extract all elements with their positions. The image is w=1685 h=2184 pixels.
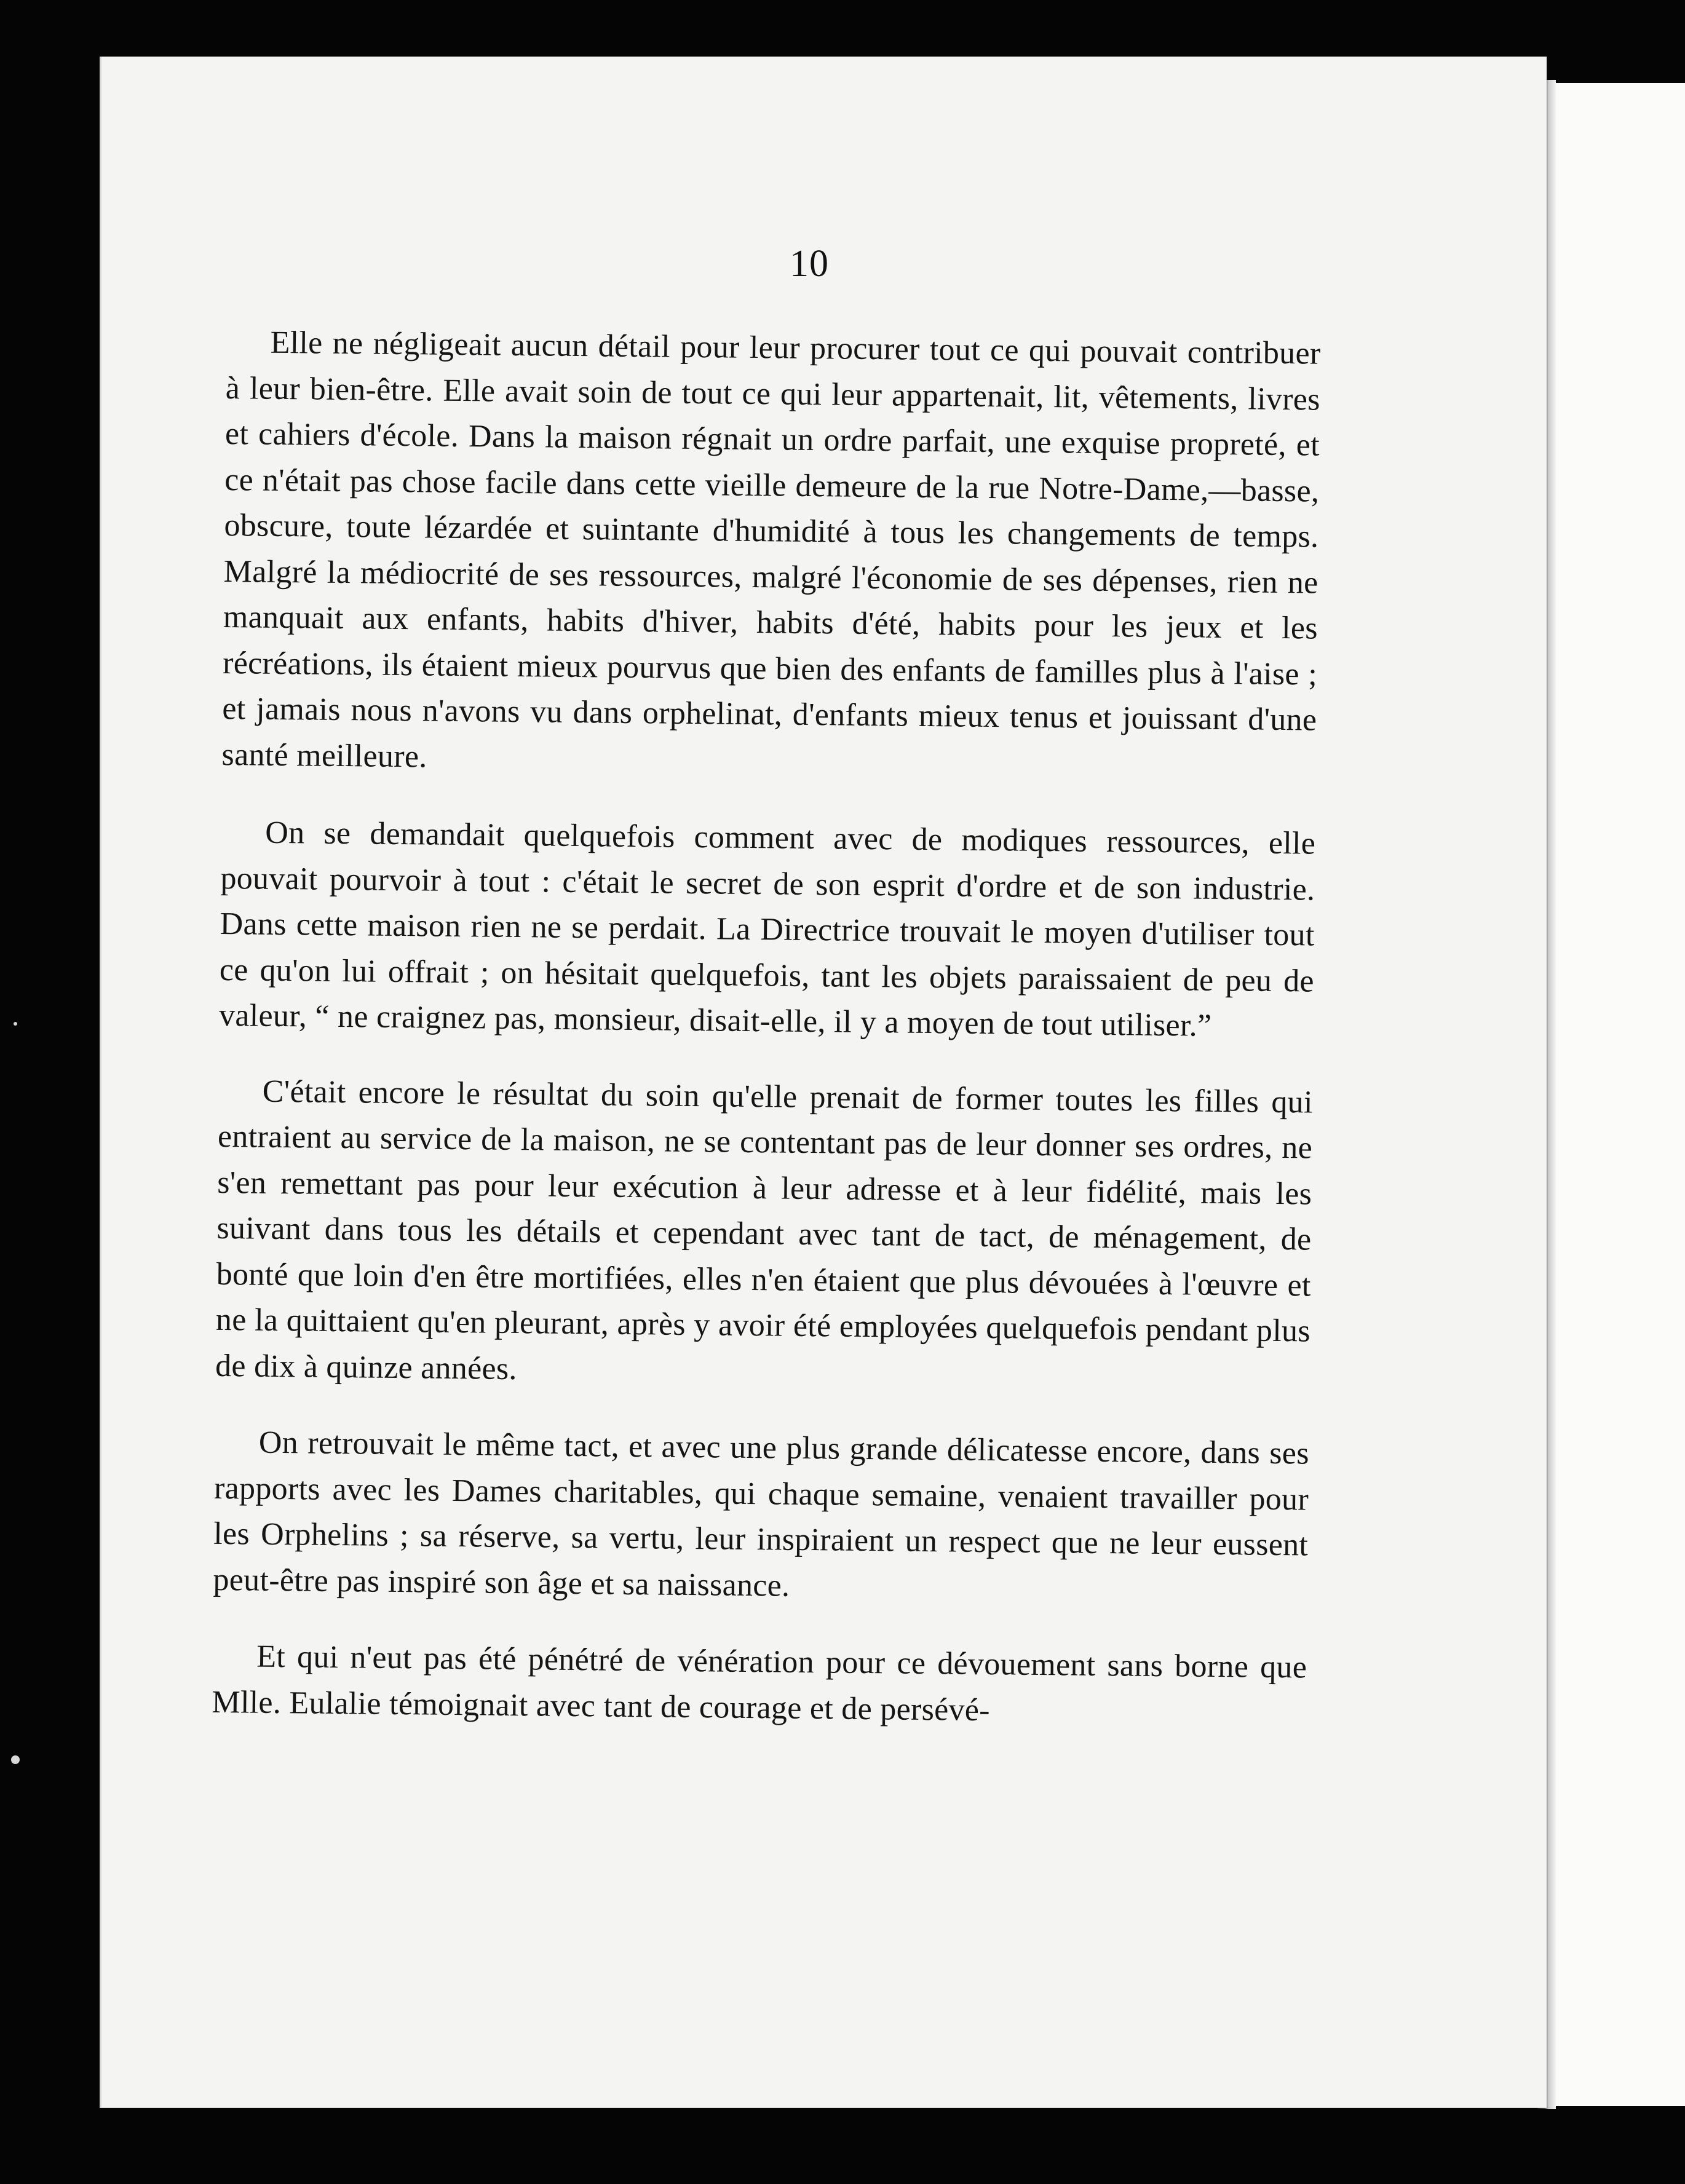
adjacent-page bbox=[1548, 83, 1685, 2106]
paragraph-1: Elle ne négligeait aucun détail pour leur procurer tout ce qui pouvait contribuer à leur bien-être. Elle avait soin de tout ce qui leur appartenait, lit, vêtements, livres et cahiers d'école. Dans la maison régnait un ordre parfait, une exquise propreté, et ce n'était pas chose facile dans cette vieille demeure de la rue Notre-Dame,—basse, obscure, toute lézardée et suintante d'humidité à tous les changements de temps. Malgré la médiocrité de ses ressources, malgré l'économie de ses dépenses, rien ne manquait aux enfants, habits d'hiver, habits d'été, habits pour les jeux et les récréations, ils étaient mieux pourvus que bien des enfants de familles plus à l'aise ; et jamais nous n'avons vu dans orphelinat, d'enfants mieux tenus et jouissant d'une santé meilleure. bbox=[221, 325, 1321, 774]
paragraph-2: On se demandait quelquefois comment avec de modiques ressources, elle pouvait pourvoir à tout : c'était le secret de son esprit d'ordre et de son industrie. Dans cette maison rien ne se perdait. La Directrice trouvait le moyen d'utiliser tout ce qu'on lui offrait ; on hésitait quelquefois, tant les objets paraissaient de peu de valeur, “ ne craignez pas, monsieur, disait-elle, il y a moyen de tout utiliser.” bbox=[218, 815, 1316, 1043]
paragraph-5: Et qui n'eut pas été pénétré de vénération pour ce dévouement sans borne que Mlle. Eulalie témoignait avec tant de courage et de persévé- bbox=[212, 1639, 1307, 1728]
paragraph-4: On retrouvait le même tact, et avec une plus grande délicatesse encore, dans ses rapports avec les Dames charitables, qui chaque semaine, venaient travailler pour les Orphelins ; sa réserve, sa vertu, leur inspiraient un respect que ne leur eussent peut-être pas inspiré son âge et sa naissance. bbox=[213, 1425, 1310, 1604]
scan-speck bbox=[11, 1755, 20, 1764]
paragraph-3: C'était encore le résultat du soin qu'elle prenait de former toutes les filles qui entraient au service de la maison, ne se contentant pas de leur donner ses ordres, ne s'en remettant pas pour leur exécution à leur adresse et à leur fidélité, mais les suivant dans tous les détails et cependant avec tant de tact, de ménagement, de bonté que loin d'en être mortifiées, elles n'en étaient que plus dévouées à l'œuvre et ne la quittaient qu'en pleurant, après y avoir été employées quelquefois pendant plus de dix à quinze années. bbox=[215, 1074, 1314, 1387]
body-text bbox=[212, 320, 1321, 1737]
scan-speck bbox=[14, 1022, 17, 1026]
page-number: 10 bbox=[790, 243, 829, 285]
